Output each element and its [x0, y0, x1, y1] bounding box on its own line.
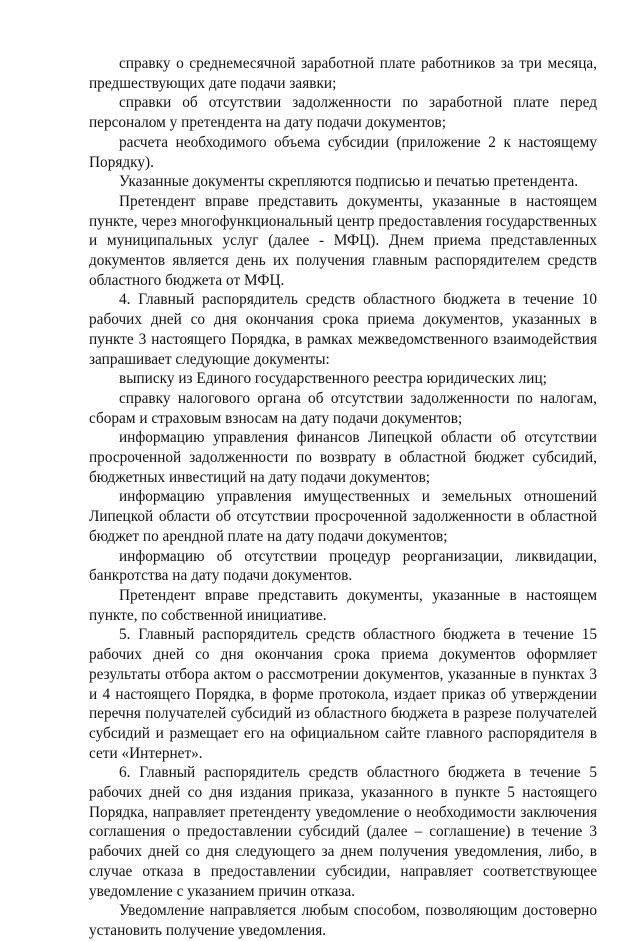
paragraph-signature-seal: Указанные документы скрепляются подписью и печатью претендента. [119, 173, 579, 191]
paragraph-salary-certificate: справку о среднемесячной заработной плате работников за три месяца, предшествующих дате подачи заявки; [89, 55, 597, 92]
paragraph-own-initiative: Претендент вправе представить документы, указанные в настоящем пункте, по собственной инициативе. [89, 586, 597, 624]
document-page [89, 54, 597, 941]
paragraph-no-wage-arrears: справки об отсутствии задолженности по заработной плате перед персоналом у претендента на дату подачи документов; [89, 94, 597, 132]
paragraph-clause-6: 6. Главный распорядитель средств областного бюджета в течение 5 рабочих дней со дня издания приказа, указанного в пункте 5 настоящего Порядка, направляет претенденту уведомление о необходимости заключения соглашения о предоставлении субсидий (далее – соглашение) в течение 3 рабочих дней со дня следующего за днем получения уведомления, либо, в случае отказа в предоставлении субсидии, направляет соответствующее уведомление с указанием причин отказа. [89, 764, 597, 900]
paragraph-clause-5: 5. Главный распорядитель средств областного бюджета в течение 15 рабочих дней со дня окончания срока приема документов оформляет результаты отбора актом о рассмотрении документов, указанные в пунктах 3 и 4 настоящего Порядка, в форме протокола, издает приказ об утверждении перечня получателей субсидий из областного бюджета в разрезе получателей субсидий и размещает его на официальном сайте главного распорядителя в сети «Интернет». [89, 626, 597, 762]
paragraph-property-info: информацию управления имущественных и земельных отношений Липецкой области об отсутствии просроченной задолженности в областной бюджет по арендной плате на дату подачи документов; [89, 488, 597, 545]
paragraph-registry-extract: выписку из Единого государственного реестра юридических лиц; [119, 370, 547, 388]
paragraph-notification-method: Уведомление направляется любым способом, позволяющим достоверно установить получение уведомления. [89, 902, 597, 939]
paragraph-clause-4: 4. Главный распорядитель средств областного бюджета в течение 10 рабочих дней со дня окончания срока приема документов, указанных в пункте 3 настоящего Порядка, в рамках межведомственного взаимодействия запрашивает следующие документы: [89, 291, 597, 368]
paragraph-subsidy-calculation: расчета необходимого объема субсидии (приложение 2 к настоящему Порядку). [89, 133, 597, 171]
paragraph-reorganization-info: информацию об отсутствии процедур реорганизации, ликвидации, банкротства на дату подачи документов. [89, 547, 597, 585]
paragraph-tax-certificate: справку налогового органа об отсутствии задолженности по налогам, сборам и страховым взносам на дату подачи документов; [89, 389, 597, 427]
paragraph-mfc-submission: Претендент вправе представить документы, указанные в настоящем пункте, через многофункциональный центр предоставления государственных и муниципальных услуг (далее - МФЦ). Днем приема представленных документов является день их получения главным распорядителем средств областного бюджета от МФЦ. [89, 192, 597, 289]
paragraph-finance-info: информацию управления финансов Липецкой области об отсутствии просроченной задолженности по возврату в областной бюджет субсидий, бюджетных инвестиций на дату подачи документов; [89, 429, 597, 486]
